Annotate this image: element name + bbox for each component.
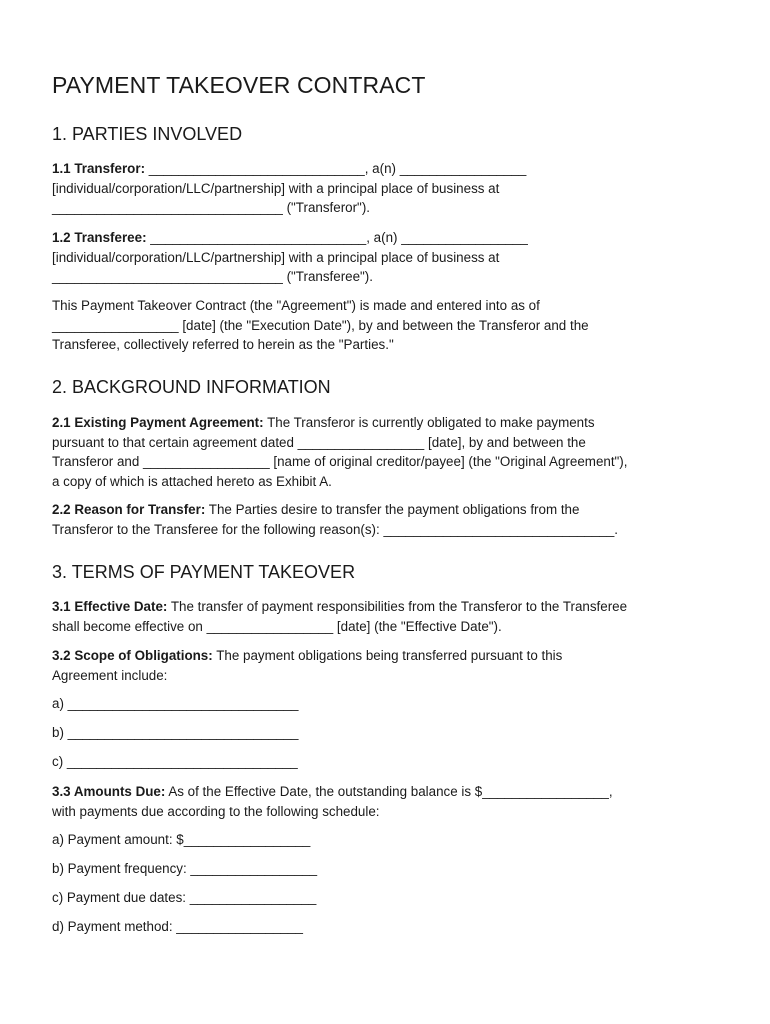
scope-label: 3.2 Scope of Obligations: bbox=[52, 648, 213, 663]
transferor-label: 1.1 Transferor: bbox=[52, 161, 146, 176]
transferee-line1: _____________________________, a(n) _________________ bbox=[146, 230, 528, 245]
transferor-clause bbox=[52, 159, 727, 218]
agreement-line1: This Payment Takeover Contract (the "Agreement") is made and entered into as of bbox=[52, 298, 540, 313]
transferor-line3: _______________________________ ("Transferor"). bbox=[52, 200, 370, 216]
obligation-item: c) _______________________________ bbox=[52, 754, 298, 769]
existing-line1: The Transferor is currently obligated to make payments bbox=[263, 415, 595, 430]
amounts-due-label: 3.3 Amounts Due: bbox=[52, 784, 166, 799]
section-heading-parties: 1. PARTIES INVOLVED bbox=[52, 124, 243, 144]
schedule-item-amount: a) Payment amount: $_________________ bbox=[52, 832, 311, 847]
transferee-clause bbox=[52, 228, 727, 287]
scope-line2: Agreement include: bbox=[52, 667, 168, 683]
schedule-item-method: d) Payment method: _________________ bbox=[52, 919, 303, 934]
effective-line1: The transfer of payment responsibilities from the Transferor to the Transferee bbox=[167, 599, 628, 614]
existing-line3: Transferor and _________________ [name of original creditor/payee] (the "Original Agreement"), bbox=[52, 454, 628, 470]
effective-line2: shall become effective on _________________ [date] (the "Effective Date"). bbox=[52, 618, 502, 634]
effective-date-label: 3.1 Effective Date: bbox=[52, 599, 168, 614]
transferee-line3: _______________________________ ("Transferee"). bbox=[52, 269, 373, 285]
schedule-item-due-dates: c) Payment due dates: _________________ bbox=[52, 890, 317, 905]
schedule-item-frequency: b) Payment frequency: _________________ bbox=[52, 861, 318, 876]
agreement-line2: _________________ [date] (the "Execution Date"), by and between the Transferor and the bbox=[52, 317, 589, 333]
existing-line2: pursuant to that certain agreement dated _________________ [date], by and between the bbox=[52, 434, 586, 450]
transferor-line2: [individual/corporation/LLC/partnership] with a principal place of business at bbox=[52, 180, 500, 196]
agreement-clause bbox=[52, 296, 727, 355]
section-heading-background: 2. BACKGROUND INFORMATION bbox=[52, 377, 331, 397]
amounts-line2: with payments due according to the following schedule: bbox=[52, 803, 380, 819]
document-title: PAYMENT TAKEOVER CONTRACT bbox=[52, 72, 426, 98]
obligation-item: a) _______________________________ bbox=[52, 696, 299, 711]
amounts-due-clause bbox=[52, 782, 727, 821]
reason-clause bbox=[52, 500, 727, 539]
agreement-line3: Transferee, collectively referred to herein as the "Parties." bbox=[52, 337, 394, 353]
obligation-item: b) _______________________________ bbox=[52, 725, 299, 740]
existing-line4: a copy of which is attached hereto as Exhibit A. bbox=[52, 473, 332, 489]
amounts-line1: As of the Effective Date, the outstanding balance is $_________________, bbox=[165, 784, 613, 799]
existing-agreement-label: 2.1 Existing Payment Agreement: bbox=[52, 415, 264, 430]
existing-agreement-clause bbox=[52, 413, 727, 491]
transferor-line1: _____________________________, a(n) _________________ bbox=[145, 161, 527, 176]
scope-line1: The payment obligations being transferred pursuant to this bbox=[212, 648, 563, 663]
section-heading-terms: 3. TERMS OF PAYMENT TAKEOVER bbox=[52, 562, 356, 582]
reason-label: 2.2 Reason for Transfer: bbox=[52, 502, 206, 517]
effective-date-clause bbox=[52, 597, 727, 636]
reason-line1: The Parties desire to transfer the payment obligations from the bbox=[205, 502, 580, 517]
reason-line2: Transferor to the Transferee for the following reason(s): _______________________________. bbox=[52, 521, 619, 537]
transferee-line2: [individual/corporation/LLC/partnership] with a principal place of business at bbox=[52, 249, 500, 265]
transferee-label: 1.2 Transferee: bbox=[52, 230, 147, 245]
scope-clause bbox=[52, 646, 727, 685]
